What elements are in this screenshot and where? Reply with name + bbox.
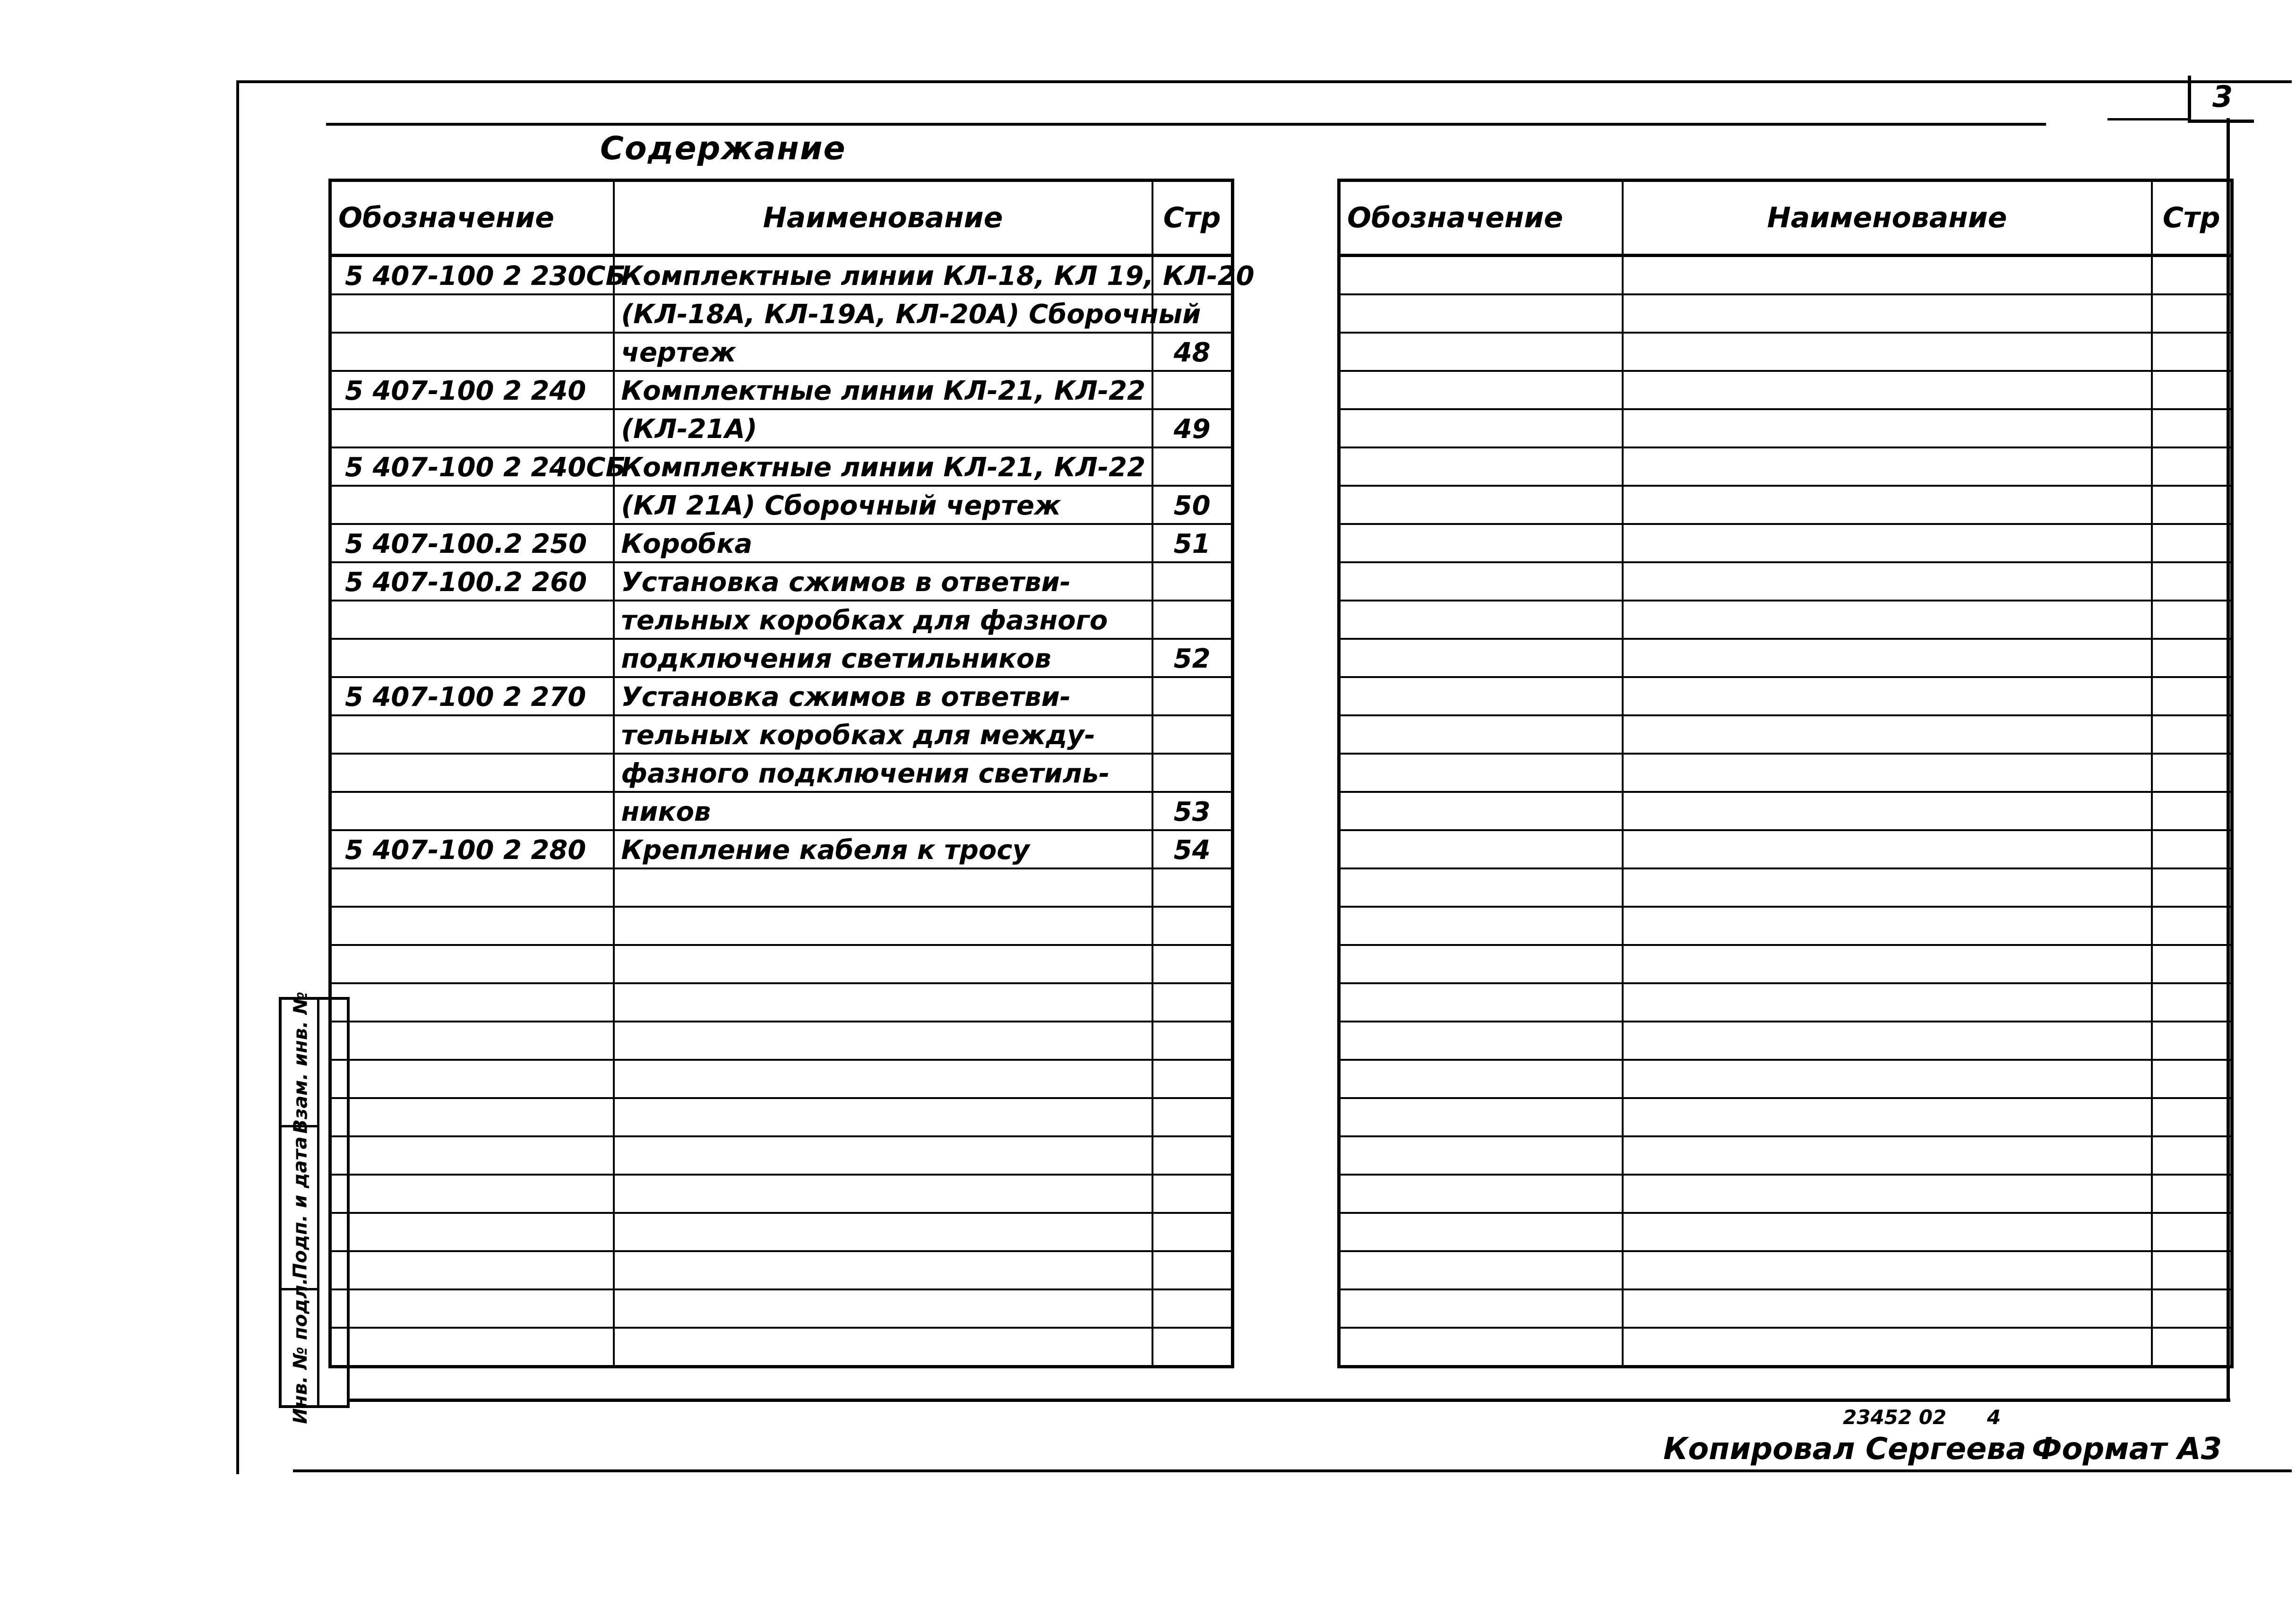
page-cell [1152,945,1233,983]
name-cell [1623,1060,2152,1098]
page-cell: 54 [1152,830,1233,868]
code-cell [1339,1175,1623,1213]
table-row [1339,256,2232,295]
code-cell: 5 407-100.2 250 [330,524,614,562]
code-cell: 5 407-100 2 240 [330,371,614,409]
code-cell [330,1213,614,1251]
page-cell [1152,754,1233,792]
table-row [1339,983,2232,1022]
code-cell [1339,409,1623,447]
name-cell [1623,371,2152,409]
table-row [330,754,1233,792]
name-cell: Комплектные линии КЛ-21, КЛ-22 [614,447,1152,486]
side-stamp-label: Инв. № подл. [290,1277,312,1424]
page-cell [1152,1213,1233,1251]
table-row [330,447,1233,486]
name-cell [1623,256,2152,295]
code-cell [330,333,614,371]
code-cell [1339,1328,1623,1367]
page-cell [2152,256,2232,295]
page-cell [1152,715,1233,754]
page-cell: 48 [1152,333,1233,371]
code-cell [1339,1289,1623,1328]
table-row [1339,639,2232,677]
table-row [330,792,1233,830]
name-cell [1623,1328,2152,1367]
name-cell [614,1289,1152,1328]
name-cell [614,1136,1152,1175]
table-row [330,868,1233,907]
table-row [1339,1022,2232,1060]
header-code: Обозначение [1339,180,1623,256]
table-row [1339,677,2232,715]
name-cell [614,1328,1152,1367]
page-cell [1152,1136,1233,1175]
code-cell [1339,945,1623,983]
name-cell [1623,868,2152,907]
page-cell [2152,1022,2232,1060]
code-cell [330,1251,614,1289]
name-cell: Крепление кабеля к тросу [614,830,1152,868]
code-cell [1339,1060,1623,1098]
name-cell: подключения светильников [614,639,1152,677]
name-cell [614,1213,1152,1251]
page-cell [1152,868,1233,907]
name-cell [1623,792,2152,830]
table-row [330,907,1233,945]
page-cell [2152,1289,2232,1328]
side-stamp-label: Взам. инв. № [290,991,312,1134]
code-cell [330,1289,614,1328]
table-row [330,983,1233,1022]
page-cell [2152,333,2232,371]
code-cell [330,754,614,792]
page-cell [2152,792,2232,830]
name-cell: чертеж [614,333,1152,371]
name-cell [1623,601,2152,639]
name-cell: (КЛ-21А) [614,409,1152,447]
code-cell [1339,907,1623,945]
page-cell: 49 [1152,409,1233,447]
code-cell [1339,677,1623,715]
page-cell [2152,1060,2232,1098]
name-cell [1623,1251,2152,1289]
page-cell [1152,1022,1233,1060]
code-cell [330,715,614,754]
page-cell [1152,447,1233,486]
code-cell [330,1136,614,1175]
table-row [1339,907,2232,945]
table-row [1339,1251,2232,1289]
page-cell: 50 [1152,486,1233,524]
page-cell [2152,486,2232,524]
name-cell: (КЛ-18А, КЛ-19А, КЛ-20А) Сборочный [614,294,1152,333]
name-cell [1623,1136,2152,1175]
sheet-number-box [2188,76,2254,123]
page-cell [2152,1213,2232,1251]
table-row [1339,868,2232,907]
code-cell [1339,754,1623,792]
code-cell [1339,256,1623,295]
frame-left-line [236,80,239,1474]
page-cell [2152,677,2232,715]
table-row [330,1213,1233,1251]
page-cell [2152,639,2232,677]
table-row [330,1022,1233,1060]
table-row [330,562,1233,601]
table-row [330,1175,1233,1213]
code-cell [330,1328,614,1367]
page-cell [2152,1175,2232,1213]
table-row [1339,1098,2232,1136]
page-cell: 53 [1152,792,1233,830]
table-row [1339,1328,2232,1367]
name-cell [614,1251,1152,1289]
code-cell [1339,792,1623,830]
code-cell: 5 407-100 2 280 [330,830,614,868]
page-cell [1152,1251,1233,1289]
name-cell [1623,830,2152,868]
code-cell [1339,562,1623,601]
page-cell: 52 [1152,639,1233,677]
copied-by: Копировал Сергеева [1663,1432,2027,1467]
code-cell [330,1060,614,1098]
frame-inner-top-line [326,123,2046,126]
code-cell [330,294,614,333]
table-row [1339,333,2232,371]
table-row [1339,754,2232,792]
table-row [1339,486,2232,524]
name-cell [614,868,1152,907]
table-row [1339,1175,2232,1213]
code-cell [1339,486,1623,524]
code-cell [1339,1136,1623,1175]
code-cell: 5 407-100.2 260 [330,562,614,601]
name-cell [1623,409,2152,447]
name-cell: ников [614,792,1152,830]
table-row [1339,1136,2232,1175]
code-cell [1339,1022,1623,1060]
code-cell [1339,715,1623,754]
page-cell [1152,677,1233,715]
page-cell [2152,1328,2232,1367]
code-cell [1339,1251,1623,1289]
table-row [1339,601,2232,639]
table-row [330,639,1233,677]
name-cell: тельных коробках для между- [614,715,1152,754]
name-cell [1623,715,2152,754]
page-title: Содержание [600,130,846,167]
table-row [1339,1213,2232,1251]
code-cell: 5 407-100 2 230СБ [330,256,614,295]
name-cell [1623,486,2152,524]
table-row [330,409,1233,447]
name-cell: Установка сжимов в ответви- [614,677,1152,715]
name-cell [1623,1022,2152,1060]
code-cell [330,1098,614,1136]
table-row [330,333,1233,371]
code-cell [1339,983,1623,1022]
table-row [330,1060,1233,1098]
table-row [330,1098,1233,1136]
code-cell [330,1022,614,1060]
page-cell [2152,1251,2232,1289]
code-cell: 5 407-100 2 270 [330,677,614,715]
page-cell [1152,1289,1233,1328]
header-page: Стр [1152,180,1233,256]
table-row [1339,792,2232,830]
sheet-number-underline [2107,118,2188,120]
code-cell [1339,294,1623,333]
page-cell [1152,562,1233,601]
code-cell [330,907,614,945]
table-row [330,294,1233,333]
name-cell [1623,562,2152,601]
side-stamp [279,991,350,1424]
frame-bottom-line [293,1469,2292,1472]
page-cell [2152,294,2232,333]
page-cell [1152,1175,1233,1213]
code-cell [330,868,614,907]
code-cell [330,486,614,524]
page-cell [1152,371,1233,409]
code-cell [1339,371,1623,409]
name-cell [1623,1213,2152,1251]
name-cell [614,1098,1152,1136]
table-row [1339,715,2232,754]
contents-table-left [328,179,1255,1368]
table-row [1339,1289,2232,1328]
name-cell [614,907,1152,945]
name-cell [1623,1175,2152,1213]
page-cell [2152,1098,2232,1136]
table-row [1339,371,2232,409]
name-cell [1623,639,2152,677]
name-cell [1623,1289,2152,1328]
name-cell: Комплектные линии КЛ-21, КЛ-22 [614,371,1152,409]
code-cell [1339,639,1623,677]
table-row [1339,447,2232,486]
page-cell [2152,371,2232,409]
page-cell [2152,409,2232,447]
name-cell [1623,524,2152,562]
header-name: Наименование [1623,180,2152,256]
name-cell [1623,447,2152,486]
page-cell [2152,907,2232,945]
code-cell [1339,333,1623,371]
page-cell [2152,830,2232,868]
code-cell [330,409,614,447]
page-cell [2152,562,2232,601]
header-name: Наименование [614,180,1152,256]
table-row [330,945,1233,983]
table-row [330,677,1233,715]
table-row [330,1136,1233,1175]
table-row [330,486,1233,524]
page-cell [1152,907,1233,945]
format-label: Формат А3 [2032,1432,2222,1467]
code-cell [1339,1213,1623,1251]
code-cell [1339,1098,1623,1136]
side-stamp-label: Подп. и дата [290,1136,312,1279]
page-cell [1152,1060,1233,1098]
code-cell [330,601,614,639]
table-row [1339,524,2232,562]
frame-top-line [236,80,2292,83]
code-cell [1339,447,1623,486]
name-cell: тельных коробках для фазного [614,601,1152,639]
page-cell [2152,1136,2232,1175]
code-cell [330,1175,614,1213]
table-row [330,524,1233,562]
name-cell [1623,333,2152,371]
page-cell [2152,447,2232,486]
doc-number: 23452 02 [1843,1406,1947,1429]
page-cell [2152,754,2232,792]
table-row [1339,562,2232,601]
frame-inner-bottom-line [350,1399,2230,1402]
name-cell [1623,945,2152,983]
code-cell: 5 407-100 2 240СБ [330,447,614,486]
table-row [330,715,1233,754]
table-row [1339,294,2232,333]
table-row [330,1289,1233,1328]
code-cell [330,983,614,1022]
name-cell: Установка сжимов в ответви- [614,562,1152,601]
table-row [330,371,1233,409]
name-cell [614,945,1152,983]
name-cell [1623,983,2152,1022]
page-cell: 51 [1152,524,1233,562]
code-cell [330,945,614,983]
name-cell: фазного подключения светиль- [614,754,1152,792]
name-cell: Комплектные линии КЛ-18, КЛ 19, КЛ-20 [614,256,1152,295]
side-stamp-divider [282,1000,319,1405]
page-cell [2152,715,2232,754]
page-cell [2152,945,2232,983]
name-cell: (КЛ 21А) Сборочный чертеж [614,486,1152,524]
table-row [1339,830,2232,868]
name-cell [614,1022,1152,1060]
page-cell [1152,983,1233,1022]
name-cell [1623,677,2152,715]
page-cell [2152,868,2232,907]
doc-sheet: 4 [1987,1406,2001,1429]
contents-table-right [1337,179,2234,1368]
page-cell [2152,983,2232,1022]
name-cell [614,1175,1152,1213]
table-row [330,830,1233,868]
name-cell [1623,1098,2152,1136]
page-cell [1152,1098,1233,1136]
header-code: Обозначение [330,180,614,256]
code-cell [1339,868,1623,907]
page-cell [1152,1328,1233,1367]
name-cell [1623,907,2152,945]
table-row [330,1328,1233,1367]
table-row [330,601,1233,639]
table-row [1339,1060,2232,1098]
table-row [1339,409,2232,447]
code-cell [330,792,614,830]
name-cell [1623,294,2152,333]
table-row [330,256,1233,295]
name-cell: Коробка [614,524,1152,562]
code-cell [330,639,614,677]
page-cell [2152,601,2232,639]
header-page: Стр [2152,180,2232,256]
name-cell [614,983,1152,1022]
name-cell [1623,754,2152,792]
code-cell [1339,830,1623,868]
table-row [1339,945,2232,983]
name-cell [614,1060,1152,1098]
page-cell [2152,524,2232,562]
table-row [330,1251,1233,1289]
code-cell [1339,601,1623,639]
page-cell [1152,601,1233,639]
sheet-number: 3 [2212,79,2233,114]
code-cell [1339,524,1623,562]
